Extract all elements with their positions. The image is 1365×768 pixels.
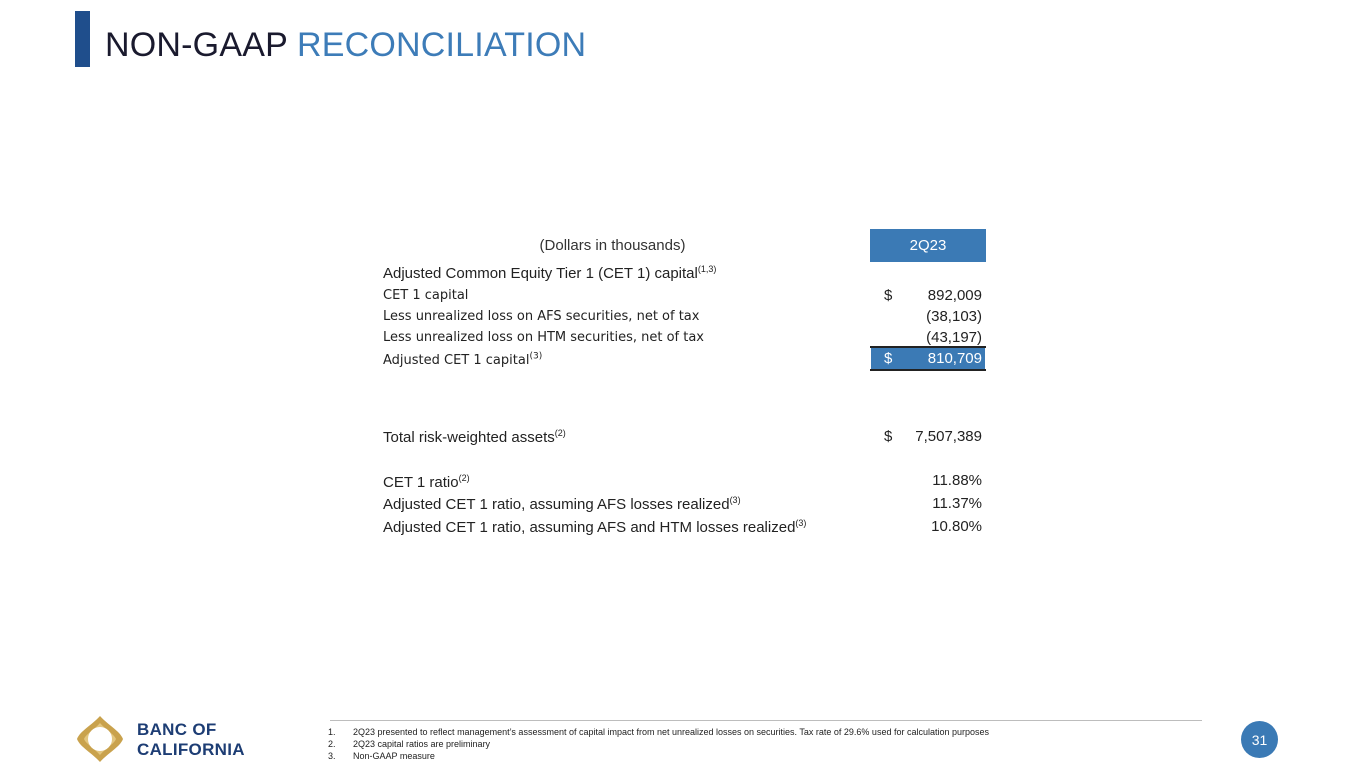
row-label-adj-ratio-afs-htm-footnote: (3) — [795, 518, 807, 528]
footnote-2-number: 2. — [328, 739, 336, 749]
row-label-htm-loss: Less unrealized loss on HTM securities, net of tax — [383, 330, 705, 345]
row-label-adj-ratio-afs-text: Adjusted CET 1 ratio, assuming AFS losses realized — [383, 496, 730, 513]
row-label-cet1-ratio-text: CET 1 ratio — [383, 474, 459, 491]
page-number-badge: 31 — [1241, 721, 1278, 758]
logo-wordmark — [137, 720, 245, 760]
row-dollar-adjusted-cet1-capital: $ — [884, 350, 893, 367]
row-label-adj-ratio-afs — [383, 496, 741, 513]
row-label-rwa-footnote: (2) — [554, 428, 566, 438]
footnote-2-text: 2Q23 capital ratios are preliminary — [353, 739, 491, 749]
table-units-label: (Dollars in thousands) — [539, 237, 686, 254]
row-value-adj-ratio-afs-htm: 10.80% — [931, 518, 982, 535]
footnote-3-number: 3. — [328, 751, 336, 761]
section-heading-footnote: (1,3) — [697, 264, 717, 274]
footer-divider — [330, 720, 1202, 721]
footnote-3-text: Non-GAAP measure — [353, 751, 435, 761]
title-accent-bar — [75, 11, 90, 67]
row-label-afs-loss: Less unrealized loss on AFS securities, net of tax — [383, 309, 700, 324]
section-heading — [383, 265, 716, 282]
row-label-adjusted-cet1-capital-text: Adjusted CET 1 capital — [383, 353, 530, 368]
column-header-2q23: 2Q23 — [870, 229, 986, 262]
row-value-adjusted-cet1-capital: 810,709 — [927, 350, 982, 367]
banc-of-california-logo-icon — [74, 713, 126, 765]
row-label-cet1-ratio-footnote: (2) — [458, 473, 470, 483]
row-dollar-rwa: $ — [884, 428, 893, 445]
footnote-1-text: 2Q23 presented to reflect management’s assessment of capital impact from net unrealized losses on securities. Tax rate of 29.6% used for calculation purposes — [353, 727, 990, 737]
row-label-rwa — [383, 429, 566, 446]
page-title-part1: NON-GAAP — [105, 26, 297, 64]
row-dollar-cet1-capital: $ — [884, 287, 893, 304]
logo-line2: CALIFORNIA — [137, 740, 245, 759]
row-value-cet1-ratio: 11.88% — [932, 472, 982, 489]
row-label-adj-ratio-afs-htm — [383, 519, 806, 536]
row-label-adj-ratio-afs-footnote: (3) — [729, 495, 741, 505]
row-label-adj-ratio-afs-htm-text: Adjusted CET 1 ratio, assuming AFS and HTM losses realized — [383, 519, 796, 536]
section-heading-text: Adjusted Common Equity Tier 1 (CET 1) capital — [383, 265, 698, 282]
row-label-cet1-capital: CET 1 capital — [383, 288, 469, 303]
row-label-rwa-text: Total risk-weighted assets — [383, 429, 555, 446]
logo-line1: BANC OF — [137, 720, 217, 739]
row-value-cet1-capital: 892,009 — [927, 287, 982, 304]
row-label-cet1-ratio — [383, 474, 470, 491]
page-title — [105, 25, 586, 65]
row-value-htm-loss: (43,197) — [926, 329, 982, 346]
row-label-adjusted-cet1-capital — [383, 353, 542, 368]
row-value-rwa: 7,507,389 — [915, 428, 982, 445]
row-value-adj-ratio-afs: 11.37% — [932, 495, 982, 512]
footnote-1-number: 1. — [328, 727, 336, 737]
page-title-part2: RECONCILIATION — [297, 26, 587, 64]
subtotal-rule-bottom — [870, 369, 986, 371]
row-value-afs-loss: (38,103) — [926, 308, 982, 325]
row-label-adjusted-cet1-capital-footnote: (3) — [529, 351, 543, 362]
